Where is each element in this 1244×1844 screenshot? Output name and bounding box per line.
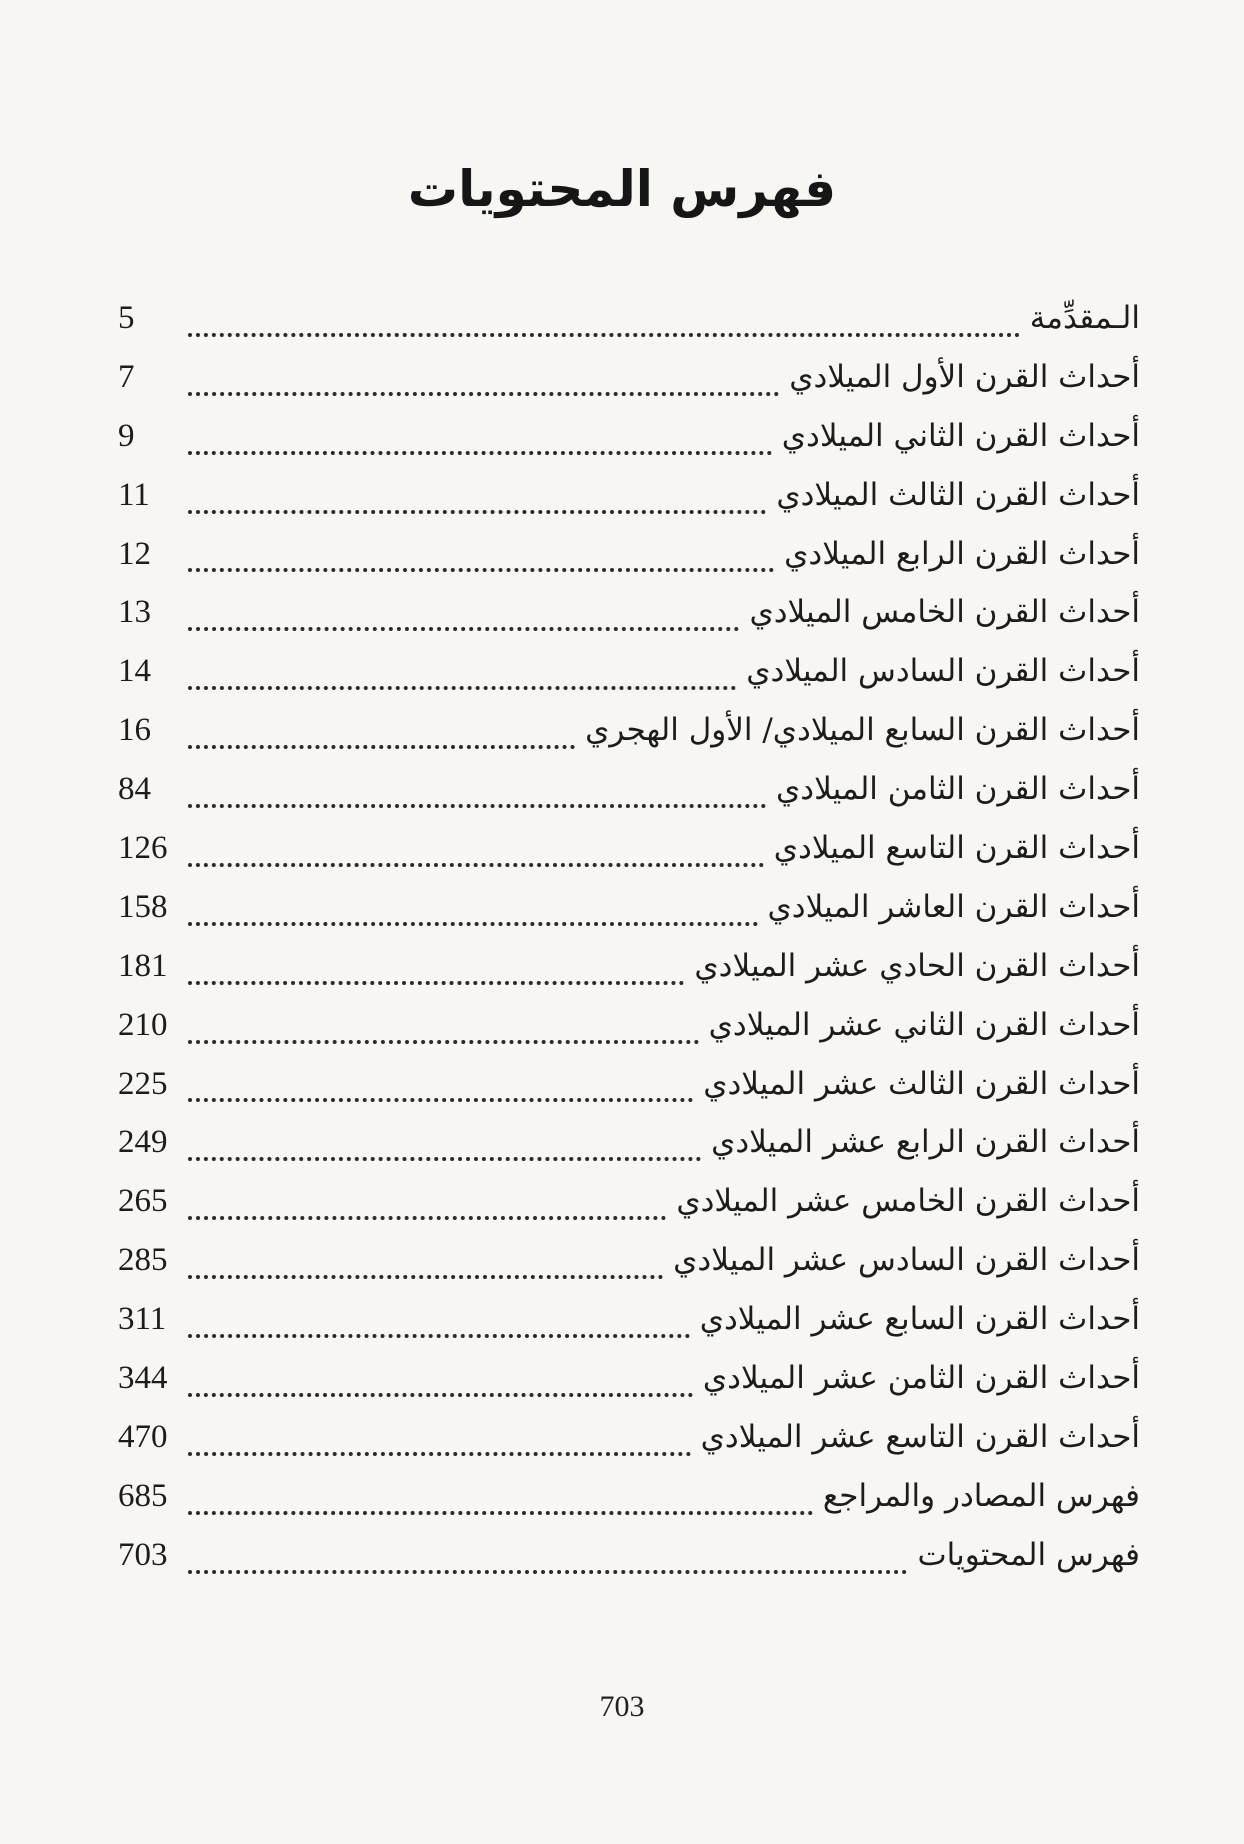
dot-leader [188, 745, 575, 749]
toc-entry [118, 1007, 1140, 1066]
toc-entry [118, 359, 1140, 418]
toc-entry [118, 594, 1140, 653]
table-of-contents [118, 300, 1140, 1596]
toc-entry-page-number: 311 [118, 1301, 167, 1338]
page-number: 703 [599, 1690, 645, 1723]
dot-leader [188, 922, 758, 926]
toc-entry-label: أحداث القرن العاشر الميلادي [767, 888, 1140, 925]
toc-entry-page-number: 470 [118, 1418, 168, 1455]
toc-entry-page-number: 265 [118, 1183, 168, 1220]
toc-entry [118, 1419, 1140, 1478]
toc-entry [118, 477, 1140, 536]
toc-entry-label: الـمقدِّمة [1029, 300, 1140, 336]
dot-leader [188, 686, 736, 690]
toc-entry [118, 830, 1140, 889]
toc-entry [118, 1301, 1140, 1360]
toc-entry [118, 1066, 1140, 1125]
toc-entry [118, 1183, 1140, 1242]
toc-entry-label: أحداث القرن الأول الميلادي [789, 358, 1140, 395]
toc-entry-label: أحداث القرن الخامس عشر الميلادي [676, 1183, 1140, 1220]
toc-entry-page-number: 158 [118, 888, 168, 925]
toc-entry-page-number: 11 [118, 476, 150, 513]
toc-entry-label: أحداث القرن السادس الميلادي [746, 653, 1140, 690]
dot-leader [188, 1334, 690, 1338]
dot-leader [188, 1511, 813, 1515]
toc-entry-page-number: 249 [118, 1124, 168, 1161]
toc-entry-page-number: 14 [118, 653, 151, 690]
toc-entry-label: أحداث القرن التاسع الميلادي [773, 830, 1140, 867]
toc-entry [118, 1360, 1140, 1419]
dot-leader [188, 1570, 907, 1574]
toc-entry-page-number: 16 [118, 712, 151, 749]
toc-entry-label: أحداث القرن الثامن عشر الميلادي [702, 1360, 1140, 1397]
toc-entry-page-number: 12 [118, 535, 151, 572]
toc-entry [118, 889, 1140, 948]
toc-entry-label: أحداث القرن الثالث الميلادي [776, 476, 1140, 513]
toc-entry [118, 300, 1140, 359]
toc-entry [118, 536, 1140, 595]
dot-leader [188, 333, 1020, 337]
toc-entry [118, 1537, 1140, 1596]
toc-entry-page-number: 225 [118, 1065, 168, 1102]
toc-entry-label: أحداث القرن السابع الميلادي/ الأول الهجري [585, 712, 1140, 749]
toc-entry-page-number: 685 [118, 1477, 168, 1514]
dot-leader [188, 568, 774, 572]
toc-entry [118, 712, 1140, 771]
toc-entry [118, 1478, 1140, 1537]
toc-entry-label: أحداث القرن التاسع عشر الميلادي [700, 1418, 1140, 1455]
dot-leader [188, 1040, 699, 1044]
toc-entry-page-number: 181 [118, 947, 168, 984]
toc-entry-label: أحداث القرن السادس عشر الميلادي [673, 1242, 1140, 1279]
dot-leader [188, 1157, 701, 1161]
toc-entry [118, 653, 1140, 712]
toc-entry-label: أحداث القرن الخامس الميلادي [749, 594, 1140, 631]
dot-leader [188, 804, 766, 808]
toc-entry [118, 1242, 1140, 1301]
dot-leader [188, 510, 766, 514]
toc-entry-label: أحداث القرن السابع عشر الميلادي [699, 1301, 1140, 1338]
toc-entry-label: أحداث القرن الرابع عشر الميلادي [711, 1124, 1140, 1161]
dot-leader [188, 451, 772, 455]
toc-entry-label: أحداث القرن الثامن الميلادي [776, 771, 1140, 808]
toc-entry-page-number: 703 [118, 1536, 168, 1573]
toc-entry-page-number: 126 [118, 830, 168, 867]
toc-entry-page-number: 9 [118, 417, 135, 454]
toc-entry-page-number: 344 [118, 1360, 168, 1397]
toc-entry [118, 1124, 1140, 1183]
toc-entry [118, 771, 1140, 830]
dot-leader [188, 981, 684, 985]
toc-entry-page-number: 5 [118, 300, 135, 336]
toc-entry-page-number: 13 [118, 594, 151, 631]
toc-entry-page-number: 84 [118, 771, 151, 808]
page-title: فهرس المحتويات [407, 160, 837, 218]
toc-entry [118, 418, 1140, 477]
toc-entry-page-number: 285 [118, 1242, 168, 1279]
dot-leader [188, 392, 779, 396]
toc-entry-page-number: 7 [118, 358, 135, 395]
toc-entry-label: فهرس المصادر والمراجع [822, 1477, 1140, 1514]
toc-entry-label: أحداث القرن الثاني الميلادي [781, 417, 1140, 454]
dot-leader [188, 627, 739, 631]
dot-leader [188, 1216, 666, 1220]
dot-leader [188, 863, 764, 867]
dot-leader [188, 1098, 693, 1102]
toc-entry-label: فهرس المحتويات [917, 1536, 1140, 1573]
toc-entry-label: أحداث القرن الحادي عشر الميلادي [694, 947, 1140, 984]
toc-entry-page-number: 210 [118, 1006, 168, 1043]
dot-leader [188, 1393, 693, 1397]
toc-entry-label: أحداث القرن الرابع الميلادي [784, 535, 1140, 572]
toc-entry [118, 948, 1140, 1007]
toc-entry-label: أحداث القرن الثالث عشر الميلادي [703, 1065, 1140, 1102]
toc-entry-label: أحداث القرن الثاني عشر الميلادي [708, 1006, 1140, 1043]
dot-leader [188, 1452, 691, 1456]
dot-leader [188, 1275, 663, 1279]
